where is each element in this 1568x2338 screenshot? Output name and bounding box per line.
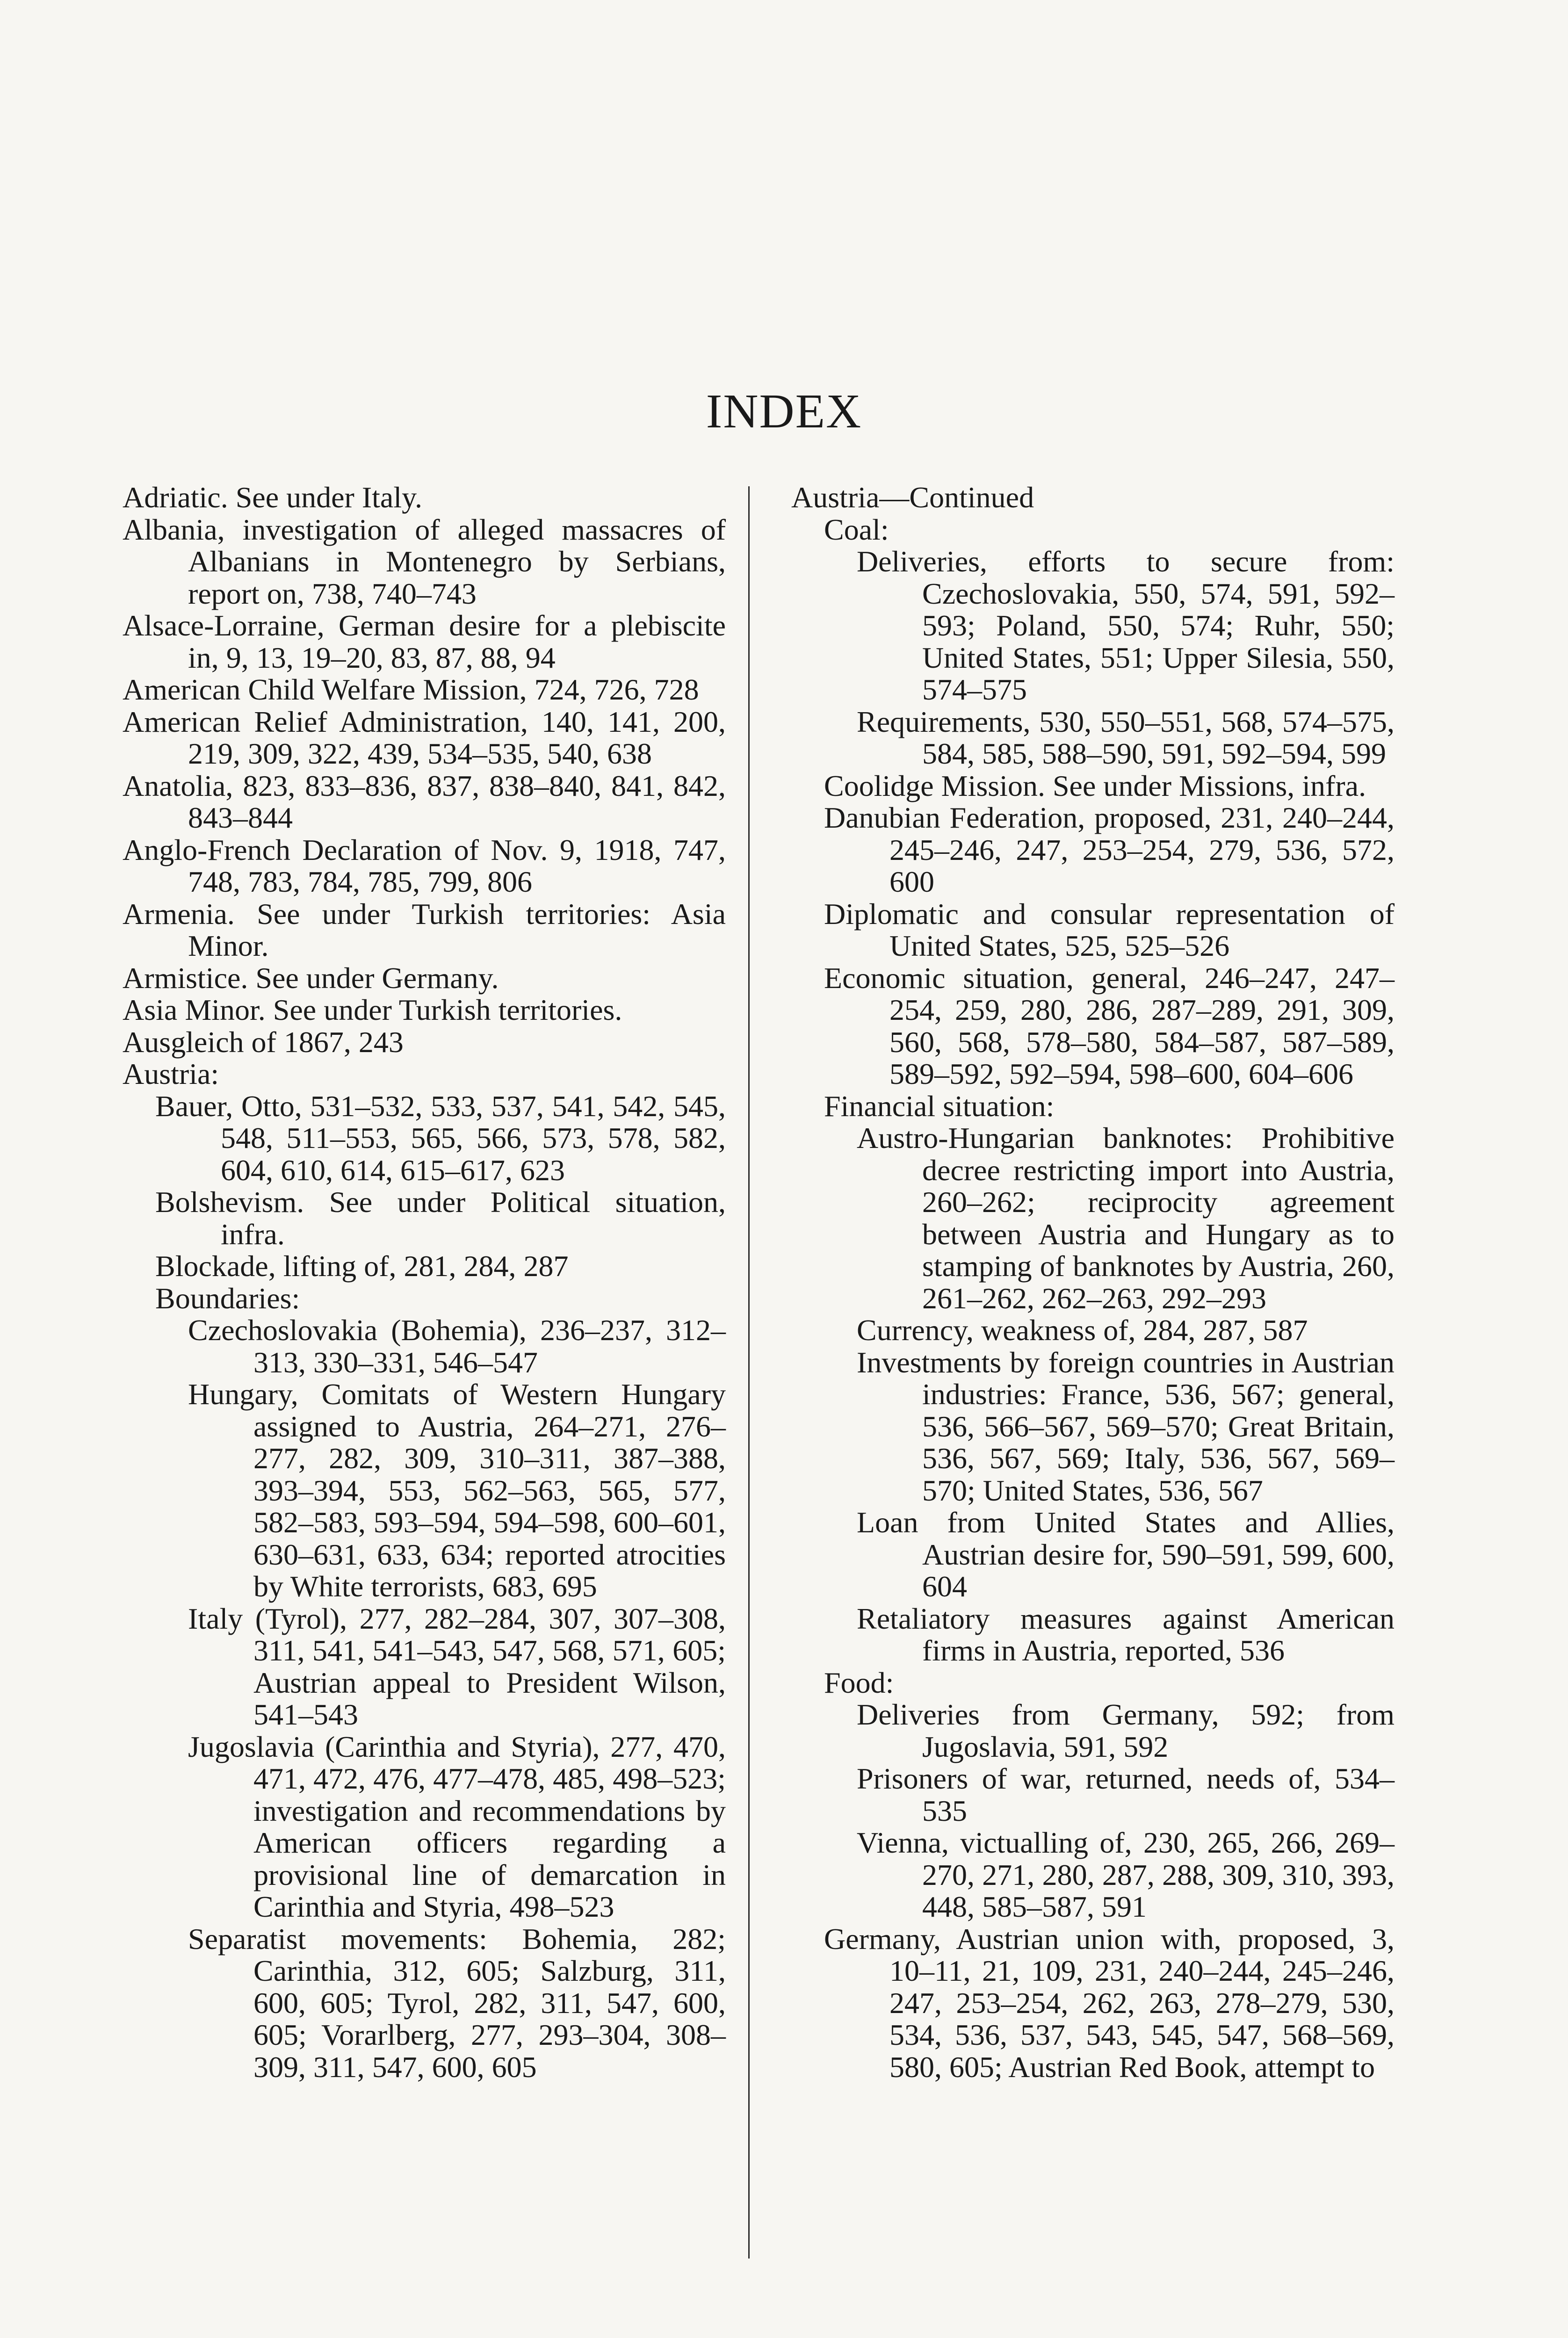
index-entry: Jugoslavia (Carinthia and Styria), 277, 470, 471, 472, 476, 477–478, 485, 498–523; investigation and recommendations by American officers regarding a provisional line of demarcation in Carinthia and Styria, 498–523	[188, 1730, 726, 1923]
index-entry: Deliveries, efforts to secure from: Czechoslovakia, 550, 574, 591, 592–593; Poland, 550, 574; Ruhr, 550; United States, 551; Upper Silesia, 550, 574–575	[857, 545, 1395, 706]
index-entry: Separatist movements: Bohemia, 282; Carinthia, 312, 605; Salzburg, 311, 600, 605; Tyrol, 282, 311, 547, 600, 605; Vorarlberg, 277, 293–304, 308–309, 311, 547, 600, 605	[188, 1922, 726, 2084]
index-entry: Investments by foreign countries in Austrian industries: France, 536, 567; general, 536, 566–567, 569–570; Great Britain, 536, 567, 569; Italy, 536, 567, 569–570; United States, 536, 567	[857, 1345, 1395, 1507]
index-entry: Loan from United States and Allies, Austrian desire for, 590–591, 599, 600, 604	[857, 1506, 1395, 1603]
index-entry: Italy (Tyrol), 277, 282–284, 307, 307–308, 311, 541, 541–543, 547, 568, 571, 605; Austrian appeal to President Wilson, 541–543	[188, 1602, 726, 1731]
index-entry: Anatolia, 823, 833–836, 837, 838–840, 841, 842, 843–844	[123, 769, 726, 834]
index-entry: Requirements, 530, 550–551, 568, 574–575, 584, 585, 588–590, 591, 592–594, 599	[857, 705, 1395, 770]
index-entry: American Relief Administration, 140, 141, 200, 219, 309, 322, 439, 534–535, 540, 638	[123, 705, 726, 770]
page-title: INDEX	[706, 384, 862, 438]
index-entry: Anglo-French Declaration of Nov. 9, 1918, 747, 748, 783, 784, 785, 799, 806	[123, 833, 726, 898]
index-entry: Bauer, Otto, 531–532, 533, 537, 541, 542, 545, 548, 511–553, 565, 566, 573, 578, 582, 604, 610, 614, 615–617, 623	[155, 1089, 726, 1187]
index-entry: Adriatic. See under Italy.	[123, 481, 422, 514]
index-entry: Germany, Austrian union with, proposed, 3, 10–11, 21, 109, 231, 240–244, 245–246, 247, 253–254, 262, 263, 278–279, 530, 534, 536, 537, 543, 545, 547, 568–569, 580, 605; Austrian Red Book, attempt to	[824, 1922, 1395, 2084]
index-entry: Food:	[824, 1666, 894, 1699]
index-entry: Czechoslovakia (Bohemia), 236–237, 312–313, 330–331, 546–547	[188, 1313, 726, 1379]
index-entry: Retaliatory measures against American firms in Austria, reported, 536	[857, 1602, 1395, 1667]
index-column-left	[123, 482, 726, 2083]
index-entry: Austria—Continued	[791, 481, 1034, 514]
index-entry: Economic situation, general, 246–247, 247–254, 259, 280, 286, 287–289, 291, 309, 560, 568, 578–580, 584–587, 587–589, 589–592, 592–594, 598–600, 604–606	[824, 961, 1395, 1090]
index-entry: Austro-Hungarian banknotes: Prohibitive decree restricting import into Austria, 260–262; reciprocity agreement between Austria and Hungary as to stamping of banknotes by Austria, 260, 261–262, 262–263, 292–293	[857, 1121, 1395, 1315]
index-entry: Financial situation:	[824, 1089, 1055, 1123]
index-entry: Boundaries:	[155, 1281, 300, 1315]
index-entry: Coal:	[824, 512, 889, 546]
index-entry: Alsace-Lorraine, German desire for a plebiscite in, 9, 13, 19–20, 83, 87, 88, 94	[123, 609, 726, 674]
index-entry: Danubian Federation, proposed, 231, 240–244, 245–246, 247, 253–254, 279, 536, 572, 600	[824, 801, 1395, 898]
index-entry: Blockade, lifting of, 281, 284, 287	[155, 1249, 569, 1283]
index-entry: Austria:	[123, 1057, 219, 1090]
index-entry: Deliveries from Germany, 592; from Jugoslavia, 591, 592	[857, 1698, 1395, 1763]
index-entry: Coolidge Mission. See under Missions, infra.	[824, 769, 1366, 802]
index-entry: Prisoners of war, returned, needs of, 534–535	[857, 1762, 1395, 1827]
index-entry: Asia Minor. See under Turkish territories.	[123, 993, 622, 1026]
index-entry: Currency, weakness of, 284, 287, 587	[857, 1313, 1308, 1347]
index-entry: Ausgleich of 1867, 243	[123, 1025, 404, 1059]
index-entry: Diplomatic and consular representation of United States, 525, 525–526	[824, 897, 1395, 962]
index-entry: Armistice. See under Germany.	[123, 961, 499, 995]
index-entry: Hungary, Comitats of Western Hungary assigned to Austria, 264–271, 276–277, 282, 309, 310–311, 387–388, 393–394, 553, 562–563, 565, 577, 582–583, 593–594, 594–598, 600–601, 630–631, 633, 634; reported atrocities by White terrorists, 683, 695	[188, 1378, 726, 1603]
index-column-right	[791, 482, 1395, 2083]
index-entry: American Child Welfare Mission, 724, 726, 728	[123, 673, 699, 706]
index-entry: Armenia. See under Turkish territories: Asia Minor.	[123, 897, 726, 962]
index-entry: Vienna, victualling of, 230, 265, 266, 269–270, 271, 280, 287, 288, 309, 310, 393, 448, 585–587, 591	[857, 1826, 1395, 1923]
index-entry: Bolshevism. See under Political situation, infra.	[155, 1185, 726, 1251]
column-divider	[748, 486, 750, 2259]
index-entry: Albania, investigation of alleged massacres of Albanians in Montenegro by Serbians, report on, 738, 740–743	[123, 512, 726, 610]
